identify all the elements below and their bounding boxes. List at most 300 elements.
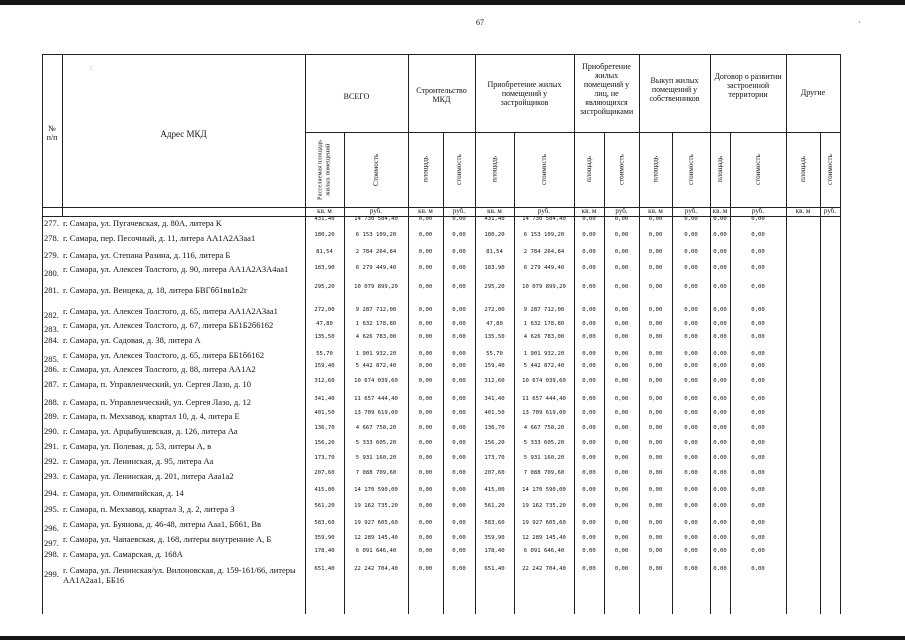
zero-value: 0,00: [614, 396, 629, 402]
zero-value: 0,00: [418, 503, 433, 509]
cost-value: 14 730 584,40: [522, 216, 566, 222]
zero-value: 0,00: [614, 284, 629, 290]
zero-value: 0,00: [751, 566, 765, 572]
zero-value: 0,00: [684, 363, 698, 369]
cost-value: 12 289 145,40: [354, 535, 398, 541]
zero-value: 0,00: [751, 503, 765, 509]
zero-value: 0,00: [648, 487, 663, 493]
resettled-area-value: 135,50: [314, 334, 335, 340]
cost-value: 6 091 646,40: [355, 548, 397, 554]
zero-value: 0,00: [614, 351, 629, 357]
area-value: 341,40: [484, 396, 505, 402]
zero-value: 0,00: [713, 440, 727, 446]
zero-value: 0,00: [418, 307, 433, 313]
resettled-area-value: 401,50: [314, 410, 335, 416]
zero-value: 0,00: [648, 455, 663, 461]
row-address: г. Самара, ул. Чапаевская, д. 168, литеры внутренние А, Б: [63, 534, 272, 544]
grid-vline: [443, 132, 444, 614]
resettled-area-value: 431,40: [314, 216, 335, 222]
grid-vline: [514, 132, 515, 614]
area-value: 136,70: [484, 425, 505, 431]
zero-value: 0,00: [418, 566, 433, 572]
zero-value: 0,00: [582, 284, 596, 290]
zero-value: 0,00: [614, 548, 629, 554]
area-value: 415,00: [484, 487, 505, 493]
num-header: № п/п: [46, 124, 58, 142]
zero-value: 0,00: [684, 503, 698, 509]
zero-value: 0,00: [614, 566, 629, 572]
address-header: Адрес МКД: [160, 129, 207, 139]
cost-value: 13 709 619,00: [522, 410, 566, 416]
row-address: г. Самара, ул. Арцыбушевская, д. 126, литера Аа: [63, 426, 238, 436]
cost-value: 4 626 783,00: [355, 334, 397, 340]
area-header: площадь: [585, 156, 593, 183]
zero-value: 0,00: [713, 378, 727, 384]
zero-value: 0,00: [648, 363, 663, 369]
zero-value: 0,00: [418, 487, 433, 493]
zero-value: 0,00: [582, 455, 596, 461]
zero-value: 0,00: [614, 425, 629, 431]
unit-label: руб.: [684, 207, 698, 215]
row-number: 294.: [44, 488, 59, 498]
zero-value: 0,00: [713, 548, 727, 554]
row-number: 280.: [44, 268, 59, 278]
zero-value: 0,00: [614, 321, 629, 327]
zero-value: 0,00: [648, 351, 663, 357]
zero-value: 0,00: [684, 520, 698, 526]
zero-value: 0,00: [751, 334, 765, 340]
zero-value: 0,00: [751, 378, 765, 384]
unit-label: руб.: [369, 207, 383, 215]
unit-label: кв. м: [317, 207, 332, 215]
zero-value: 0,00: [614, 520, 629, 526]
zero-value: 0,00: [582, 440, 596, 446]
zero-value: 0,00: [418, 396, 433, 402]
scan-mark: :: [90, 64, 92, 72]
zero-value: 0,00: [713, 535, 727, 541]
resettled-area-value: 159,40: [314, 363, 335, 369]
row-number: 281.: [44, 285, 59, 295]
zero-value: 0,00: [452, 351, 466, 357]
zero-value: 0,00: [452, 425, 466, 431]
zero-value: 0,00: [751, 216, 765, 222]
cost-value: 5 442 872,40: [523, 363, 565, 369]
area-value: 183,90: [484, 265, 505, 271]
zero-value: 0,00: [751, 410, 765, 416]
zero-value: 0,00: [418, 265, 433, 271]
resettled-area-value: 583,60: [314, 520, 335, 526]
row-number: 286.: [44, 364, 59, 374]
area-header: площадь: [716, 156, 724, 183]
resettled-area-value: 341,40: [314, 396, 335, 402]
unit-label: руб.: [823, 207, 837, 215]
cost-value: 10 079 899,20: [522, 284, 566, 290]
resettled-area-value: 180,20: [314, 232, 335, 238]
cost-value: 22 242 704,40: [522, 566, 566, 572]
cost-header: стоимость: [754, 154, 762, 185]
zero-value: 0,00: [713, 396, 727, 402]
grid-vline: [672, 132, 673, 614]
row-address: г. Самара, ул. Самарская, д. 168А: [63, 549, 183, 559]
zero-value: 0,00: [648, 265, 663, 271]
zero-value: 0,00: [648, 249, 663, 255]
zero-value: 0,00: [648, 216, 663, 222]
zero-value: 0,00: [614, 455, 629, 461]
zero-value: 0,00: [582, 396, 596, 402]
zero-value: 0,00: [452, 566, 466, 572]
zero-value: 0,00: [452, 363, 466, 369]
grid-hline: [305, 132, 840, 133]
zero-value: 0,00: [684, 487, 698, 493]
zero-value: 0,00: [614, 249, 629, 255]
zero-value: 0,00: [614, 503, 629, 509]
row-address: г. Самара, ул. Полевая, д. 53, литеры А, в: [63, 441, 212, 451]
zero-value: 0,00: [418, 440, 433, 446]
area-value: 178,40: [484, 548, 505, 554]
cost-header: Стоимость: [372, 153, 380, 186]
grid-vline: [730, 132, 731, 614]
zero-value: 0,00: [582, 378, 596, 384]
row-number: 292.: [44, 456, 59, 466]
resettled-area-value: 173,70: [314, 455, 335, 461]
grid-vline: [840, 54, 841, 614]
development-header: Договор о развитии застроенной территории: [714, 72, 782, 99]
zero-value: 0,00: [648, 334, 663, 340]
zero-value: 0,00: [418, 378, 433, 384]
zero-value: 0,00: [751, 351, 765, 357]
cost-value: 14 170 590,00: [354, 487, 398, 493]
zero-value: 0,00: [452, 284, 466, 290]
zero-value: 0,00: [751, 487, 765, 493]
unit-label: кв. м: [581, 207, 597, 215]
cost-value: 9 287 712,00: [355, 307, 397, 313]
row-address: г. Самара, ул. Ленинская, д. 95, литера Аа: [63, 456, 214, 466]
zero-value: 0,00: [713, 216, 727, 222]
zero-value: 0,00: [751, 440, 765, 446]
zero-value: 0,00: [684, 307, 698, 313]
area-value: 295,20: [484, 284, 505, 290]
zero-value: 0,00: [452, 470, 466, 476]
zero-value: 0,00: [713, 425, 727, 431]
zero-value: 0,00: [684, 548, 698, 554]
zero-value: 0,00: [648, 548, 663, 554]
zero-value: 0,00: [648, 321, 663, 327]
zero-value: 0,00: [713, 470, 727, 476]
zero-value: 0,00: [684, 249, 698, 255]
zero-value: 0,00: [648, 520, 663, 526]
unit-label: руб.: [452, 207, 466, 215]
cost-value: 4 667 758,20: [355, 425, 397, 431]
cost-value: 6 279 449,40: [355, 265, 397, 271]
cost-value: 5 333 605,20: [355, 440, 397, 446]
row-address: г. Самара, ул. Буянова, д. 46-48, литеры Ааа1, Бб61, Вв: [63, 519, 262, 529]
zero-value: 0,00: [648, 425, 663, 431]
zero-value: 0,00: [713, 503, 727, 509]
from-developers-header: Приобретение жилых помещений у застройщиков: [487, 80, 562, 107]
zero-value: 0,00: [751, 470, 765, 476]
cost-value: 19 927 605,60: [354, 520, 398, 526]
zero-value: 0,00: [648, 535, 663, 541]
cost-value: 22 242 704,40: [354, 566, 398, 572]
zero-value: 0,00: [452, 321, 466, 327]
area-value: 156,20: [484, 440, 505, 446]
row-address: г. Самара, ул. Алексея Толстого, д. 65, литера АА1А2А3аа1: [63, 306, 278, 316]
zero-value: 0,00: [751, 232, 765, 238]
zero-value: 0,00: [713, 566, 727, 572]
unit-label: кв. м: [795, 207, 811, 215]
cost-value: 10 079 899,20: [354, 284, 398, 290]
cost-value: 6 153 109,20: [523, 232, 565, 238]
area-value: 272,00: [484, 307, 505, 313]
zero-value: 0,00: [582, 535, 596, 541]
total-header: ВСЕГО: [343, 92, 370, 101]
cost-value: 1 901 932,20: [523, 351, 565, 357]
zero-value: 0,00: [751, 249, 765, 255]
zero-value: 0,00: [614, 487, 629, 493]
cost-value: 1 632 178,80: [523, 321, 565, 327]
resettled-area-value: 207,60: [314, 470, 335, 476]
row-address: г. Самара, п. Мехзавод, квартал 3, д. 2, литера З: [63, 504, 235, 514]
cost-value: 4 667 758,20: [523, 425, 565, 431]
zero-value: 0,00: [452, 216, 466, 222]
zero-value: 0,00: [751, 455, 765, 461]
zero-value: 0,00: [648, 307, 663, 313]
unit-label: руб.: [537, 207, 551, 215]
zero-value: 0,00: [751, 425, 765, 431]
zero-value: 0,00: [614, 334, 629, 340]
zero-value: 0,00: [648, 503, 663, 509]
zero-value: 0,00: [582, 265, 596, 271]
cost-value: 11 657 444,40: [522, 396, 566, 402]
area-value: 583,60: [484, 520, 505, 526]
row-number: 285.: [44, 354, 59, 364]
cost-header: стоимость: [687, 154, 695, 185]
zero-value: 0,00: [452, 249, 466, 255]
grid-vline: [604, 132, 605, 614]
zero-value: 0,00: [648, 232, 663, 238]
zero-value: 0,00: [418, 425, 433, 431]
zero-value: 0,00: [418, 216, 433, 222]
row-number: 295.: [44, 504, 59, 514]
resettled-area-value: 272,00: [314, 307, 335, 313]
zero-value: 0,00: [418, 520, 433, 526]
area-header: площадь: [421, 156, 430, 183]
cost-value: 9 287 712,00: [523, 307, 565, 313]
resettled-area-value: 415,00: [314, 487, 335, 493]
zero-value: 0,00: [452, 232, 466, 238]
zero-value: 0,00: [684, 378, 698, 384]
zero-value: 0,00: [582, 470, 596, 476]
unit-label: кв. м: [648, 207, 663, 215]
row-number: 283.: [44, 324, 59, 334]
zero-value: 0,00: [418, 232, 433, 238]
zero-value: 0,00: [614, 535, 629, 541]
zero-value: 0,00: [751, 307, 765, 313]
zero-value: 0,00: [614, 410, 629, 416]
zero-value: 0,00: [684, 410, 698, 416]
cost-value: 7 088 709,60: [523, 470, 565, 476]
zero-value: 0,00: [582, 216, 596, 222]
resettled-area-value: 47,80: [316, 321, 333, 327]
row-number: 288.: [44, 397, 59, 407]
zero-value: 0,00: [582, 334, 596, 340]
zero-value: 0,00: [684, 284, 698, 290]
cost-value: 4 626 783,00: [523, 334, 565, 340]
buyout-header: Выкуп жилых помещений у собственников: [649, 76, 700, 103]
zero-value: 0,00: [751, 284, 765, 290]
area-value: 561,20: [484, 503, 505, 509]
zero-value: 0,00: [418, 410, 433, 416]
row-address: г. Самара, ул. Алексея Толстого, д. 67, литера ББ1Б2б6162: [63, 320, 274, 330]
construction-header: Строительство МКД: [416, 86, 467, 104]
zero-value: 0,00: [684, 232, 698, 238]
zero-value: 0,00: [713, 363, 727, 369]
zero-value: 0,00: [582, 425, 596, 431]
row-number: 289.: [44, 411, 59, 421]
zero-value: 0,00: [684, 334, 698, 340]
zero-value: 0,00: [452, 265, 466, 271]
cost-value: 1 632 178,80: [355, 321, 397, 327]
zero-value: 0,00: [713, 520, 727, 526]
cost-value: 19 927 605,60: [522, 520, 566, 526]
zero-value: 0,00: [684, 440, 698, 446]
row-number: 278.: [44, 233, 59, 243]
zero-value: 0,00: [713, 307, 727, 313]
zero-value: 0,00: [713, 351, 727, 357]
zero-value: 0,00: [418, 535, 433, 541]
row-address: г. Самара, п. Управленческий, ул. Сергея Лазо, д. 12: [63, 397, 251, 407]
zero-value: 0,00: [452, 378, 466, 384]
zero-value: 0,00: [713, 321, 727, 327]
cost-value: 10 674 039,60: [354, 378, 398, 384]
page-number: 67: [476, 18, 484, 27]
zero-value: 0,00: [713, 410, 727, 416]
zero-value: 0,00: [452, 396, 466, 402]
resettled-area-value: 178,40: [314, 548, 335, 554]
cost-header: стоимость: [455, 154, 463, 185]
cost-value: 5 333 605,20: [523, 440, 565, 446]
zero-value: 0,00: [418, 363, 433, 369]
zero-value: 0,00: [582, 249, 596, 255]
area-value: 135,50: [484, 334, 505, 340]
zero-value: 0,00: [452, 548, 466, 554]
zero-value: 0,00: [648, 440, 663, 446]
zero-value: 0,00: [751, 535, 765, 541]
zero-value: 0,00: [452, 503, 466, 509]
zero-value: 0,00: [614, 378, 629, 384]
zero-value: 0,00: [452, 455, 466, 461]
area-value: 359,90: [484, 535, 505, 541]
zero-value: 0,00: [684, 425, 698, 431]
from-persons-header: Приобретение жилых помещений у лиц, не являющихся застройщиками: [579, 62, 634, 116]
area-value: 173,70: [484, 455, 505, 461]
zero-value: 0,00: [452, 440, 466, 446]
zero-value: 0,00: [418, 321, 433, 327]
row-number: 299.: [44, 569, 59, 579]
cost-value: 7 088 709,60: [355, 470, 397, 476]
zero-value: 0,00: [713, 284, 727, 290]
cost-value: 6 091 646,40: [523, 548, 565, 554]
cost-header: стоимость: [826, 154, 834, 185]
zero-value: 0,00: [582, 548, 596, 554]
cost-value: 1 901 932,20: [355, 351, 397, 357]
zero-value: 0,00: [582, 363, 596, 369]
area-value: 55,70: [486, 351, 503, 357]
zero-value: 0,00: [713, 232, 727, 238]
zero-value: 0,00: [684, 351, 698, 357]
zero-value: 0,00: [418, 455, 433, 461]
grid-vline: [820, 132, 821, 614]
zero-value: 0,00: [648, 378, 663, 384]
resettled-area-header: Расселяемая площадь жилых помещений: [316, 139, 332, 200]
resettled-area-value: 136,70: [314, 425, 335, 431]
area-value: 431,40: [484, 216, 505, 222]
row-number: 290.: [44, 426, 59, 436]
row-number: 277.: [44, 218, 59, 228]
cost-value: 13 709 619,00: [354, 410, 398, 416]
unit-label: кв. м: [712, 207, 728, 215]
grid-hline: [42, 54, 840, 55]
area-value: 47,80: [486, 321, 503, 327]
zero-value: 0,00: [582, 321, 596, 327]
resettled-area-value: 81,54: [316, 249, 333, 255]
zero-value: 0,00: [684, 321, 698, 327]
zero-value: 0,00: [614, 470, 629, 476]
zero-value: 0,00: [418, 470, 433, 476]
cost-value: 2 784 264,84: [355, 249, 397, 255]
zero-value: 0,00: [648, 566, 663, 572]
grid-vline: [344, 132, 345, 614]
row-number: 297.: [44, 538, 59, 548]
zero-value: 0,00: [452, 410, 466, 416]
zero-value: 0,00: [418, 351, 433, 357]
row-number: 282.: [44, 310, 59, 320]
cost-value: 14 170 590,00: [522, 487, 566, 493]
zero-value: 0,00: [751, 265, 765, 271]
resettled-area-value: 156,20: [314, 440, 335, 446]
other-header: Другие: [800, 88, 826, 97]
area-value: 312,60: [484, 378, 505, 384]
row-address: г. Самара, п. Управленческий, ул. Сергея Лазо, д. 10: [63, 379, 251, 389]
row-number: 293.: [44, 471, 59, 481]
zero-value: 0,00: [713, 249, 727, 255]
area-header: площадь: [799, 156, 807, 183]
zero-value: 0,00: [751, 548, 765, 554]
zero-value: 0,00: [452, 535, 466, 541]
row-address: г. Самара, ул. Алексея Толстого, д. 90, литера АА1А2А3А4аа1: [63, 264, 289, 274]
unit-label: руб.: [751, 207, 765, 215]
cost-value: 6 279 449,40: [523, 265, 565, 271]
area-value: 207,60: [484, 470, 505, 476]
row-number: 298.: [44, 549, 59, 559]
cost-value: 5 931 160,20: [523, 455, 565, 461]
margin-mark: ·: [858, 18, 861, 27]
row-address: г. Самара, ул. Венцека, д. 18, литера БВГбб1вв1в2г: [63, 285, 248, 295]
zero-value: 0,00: [582, 566, 596, 572]
resettled-area-value: 295,20: [314, 284, 335, 290]
zero-value: 0,00: [684, 265, 698, 271]
row-address: г. Самара, ул. Садовая, д. 38, литера А: [63, 335, 201, 345]
cost-value: 19 162 735,20: [522, 503, 566, 509]
area-header: площадь: [490, 156, 499, 183]
zero-value: 0,00: [713, 265, 727, 271]
zero-value: 0,00: [614, 232, 629, 238]
zero-value: 0,00: [614, 363, 629, 369]
zero-value: 0,00: [582, 503, 596, 509]
row-number: 279.: [44, 250, 59, 260]
area-value: 159,40: [484, 363, 505, 369]
zero-value: 0,00: [614, 307, 629, 313]
